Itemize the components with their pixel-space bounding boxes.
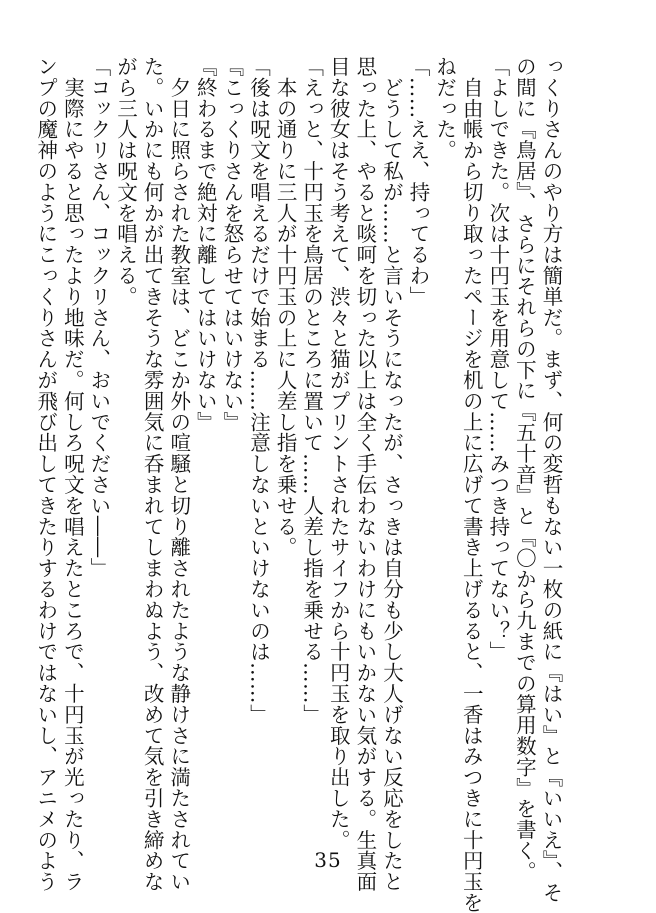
text-line: 自由帳から切り取ったページを机の上に広げて書き上げるると、一香はみつきに十円玉を <box>459 56 484 913</box>
text-line: 目な彼女はそう考えて、渋々と猫がプリントされたサイフから十円玉を取り出した。 <box>326 56 351 851</box>
text-line: がら三人は呪文を唱える。 <box>113 56 138 307</box>
text-line: 夕日に照らされた教室は、どこか外の喧騒と切り離されたような静けさに満たされてい <box>166 56 191 892</box>
text-line: ンプの魔神のようにこっくりさんが飛び出してきたりするわけではないし、アニメのよう <box>33 56 58 892</box>
text-line: どうして私が……と言いそうになったが、さっきは自分も少し大人げない反応をしたと <box>379 56 404 892</box>
text-line: ねだった。 <box>432 56 457 161</box>
text-line: 「よしできた。次は十円玉を用意して……みつき持ってない？」 <box>485 56 510 663</box>
text-line: た。いかにも何かが出てきそうな雰囲気に呑まれてしまわぬよう、改めて気を引き締めな <box>140 56 165 892</box>
text-line: 本の通りに三人が十円玉の上に人差し指を乗せる。 <box>273 56 298 558</box>
text-line: 「コックリさん、コックリさん、おいでください――」 <box>86 56 111 579</box>
text-line: 思った上、やると啖呵を切った以上は全く手伝わないわけにもいかない気がする。生真面 <box>352 56 377 892</box>
text-line: っくりさんのやり方は簡単だ。まず、何の変哲もない一枚の紙に『はい』と『いいえ』、そ <box>539 56 563 903</box>
text-line: の間に『鳥居』、さらにそれらの下に『五十音』と『〇から九までの算用数字』を書く。 <box>512 56 537 882</box>
text-line: 実際にやると思ったより地味だ。何しろ呪文を唱えたところで、十円玉が光ったり、ラ <box>60 56 85 892</box>
text-line: 『こっくりさんを怒らせてはいけない』 <box>219 56 244 433</box>
text-line: 「……ええ、持ってるわ」 <box>406 56 431 307</box>
page-number: 35 <box>314 848 342 872</box>
text-line: 「後は呪文を唱えるだけで始まる……注意しないといけないのは……」 <box>246 56 271 725</box>
text-line: 「えっと、十円玉を鳥居のところに置いて……人差し指を乗せる……」 <box>299 56 324 725</box>
text-line: 『終わるまで絶対に離してはいけない』 <box>193 56 218 433</box>
